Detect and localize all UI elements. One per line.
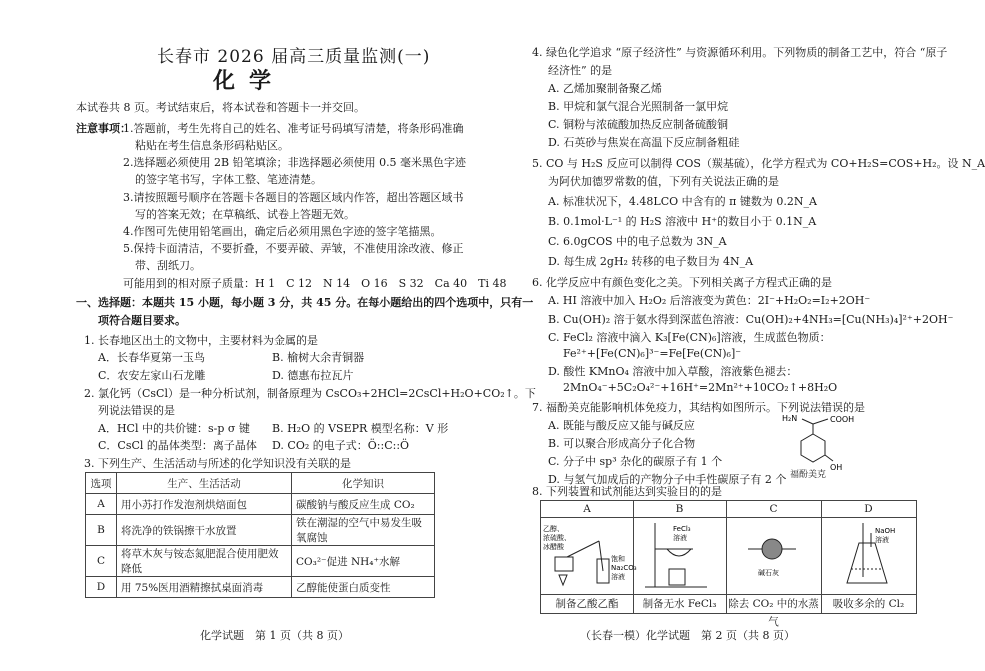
table-row	[86, 577, 435, 598]
evaporation-apparatus-icon	[633, 519, 726, 595]
benzene-ring-icon	[801, 434, 825, 462]
q4-option-c: C. 铜粉与浓硫酸加热反应制备硫酸铜	[548, 118, 729, 131]
q5-option-a: A. 标准状况下，4.48LCO 中含有的 π 键数为 0.2N_A	[548, 195, 817, 208]
q1-option-b: B. 榆树大余青铜器	[272, 351, 365, 364]
q6-option-d: D. 酸性 KMnO₄ 溶液中加入草酸，溶液紫色褪去：	[548, 365, 798, 378]
question-1: 1. 长春地区出土的文物中，主要材料为金属的是	[84, 334, 318, 347]
question-6: 6. 化学反应中有颜色变化之美。下列相关离子方程式正确的是	[532, 276, 832, 289]
q6-option-b: B. Cu(OH)₂ 溶于氨水得到深蓝色溶液：Cu(OH)₂+4NH₃=[Cu(NH₃)₄]²⁺+2OH⁻	[548, 313, 954, 326]
reagent-label: 浓硫酸、	[543, 534, 571, 542]
table-cell: 用 75%医用酒精擦拭桌面消毒	[117, 577, 292, 598]
table-cell: B	[86, 515, 117, 546]
atomic-mass: 可能用到的相对原子质量：H 1 C 12 N 14 O 16 S 32 Ca 40 Ti 48	[123, 277, 507, 290]
table-row	[86, 494, 435, 515]
table-row	[86, 515, 435, 546]
column-caption: 制备乙酸乙酯	[541, 594, 633, 613]
note-line: 2.选择题必须使用 2B 铅笔填涂；非选择题必须使用 0.5 毫米黑色字迹	[123, 156, 467, 169]
burner-icon	[669, 569, 685, 585]
table-cell: A	[86, 494, 117, 515]
evaporating-dish-icon	[667, 549, 691, 556]
table-header-row	[86, 473, 435, 494]
q4-option-b: B. 甲烷和氯气混合光照制备一氯甲烷	[548, 100, 729, 113]
table-header: 选项	[86, 473, 117, 494]
column-caption: 吸收多余的 Cl₂	[821, 594, 916, 613]
apparatus-col-d	[821, 501, 916, 613]
q4-option-d: D. 石英砂与焦炭在高温下反应制备粗硅	[548, 136, 740, 149]
q7-option-b: B. 可以聚合形成高分子化合物	[548, 437, 696, 450]
delivery-tube-icon	[567, 541, 599, 557]
section-heading-cont: 项符合题目要求。	[98, 314, 186, 327]
table-cell: 乙醇能使蛋白质变性	[292, 577, 435, 598]
q5-option-c: C. 6.0gCOS 中的电子总数为 3N_A	[548, 235, 727, 248]
q6-option-d-eq: 2MnO₄⁻+5C₂O₄²⁻+16H⁺=2Mn²⁺+10CO₂↑+8H₂O	[563, 381, 838, 394]
q4-option-a: A. 乙烯加聚制备聚乙烯	[548, 82, 662, 95]
column-header: B	[633, 501, 726, 518]
note-line: 粘贴在考生信息条形码粘贴区。	[135, 139, 289, 152]
column-header: D	[821, 501, 916, 518]
acid-label: COOH	[830, 415, 855, 424]
bond-line	[802, 419, 813, 424]
note-line: 的签字笔书写，字体工整、笔迹清楚。	[135, 173, 322, 186]
intro-text: 本试卷共 8 页。考试结束后，将本试卷和答题卡一并交回。	[76, 101, 365, 114]
q6-option-a: A. HI 溶液中加入 H₂O₂ 后溶液变为黄色：2I⁻+H₂O₂=I₂+2OH⁻	[548, 294, 871, 307]
q2-option-b: B. H₂O 的 VSEPR 模型名称：V 形	[272, 422, 449, 435]
bond-line	[813, 419, 828, 424]
q5-option-b: B. 0.1mol·L⁻¹ 的 H₂S 溶液中 H⁺的数目小于 0.1N_A	[548, 215, 817, 228]
section-heading: 一、选择题：本题共 15 小题，每小题 3 分，共 45 分。在每小题给出的四个选项中，只有一	[76, 296, 534, 309]
table-row	[86, 546, 435, 577]
q6-option-c-eq: Fe²⁺+[Fe(CN)₆]³⁻=Fe[Fe(CN)₆]⁻	[563, 347, 742, 360]
q2-option-a: A．HCl 中的共价键：s-p σ 键	[98, 422, 250, 435]
notes-label: 注意事项：	[76, 122, 131, 135]
table-cell: D	[86, 577, 117, 598]
note-line: 5.保持卡面清洁，不要折叠，不要弄破、弄皱，不准使用涂改液、修正	[123, 242, 464, 255]
reagent-label: NaOH	[875, 527, 896, 535]
q3-table	[85, 472, 435, 598]
table-cell: CO₃²⁻促进 NH₄⁺水解	[292, 546, 435, 577]
question-2: 2. 氯化钙（CsCl）是一种分析试剂，制备原理为 CsCO₃+2HCl=2CsCl+H₂O+CO₂↑。下	[84, 387, 536, 400]
question-5: 5. CO 与 H₂S 反应可以制得 COS（羰基硫），化学方程式为 CO+H₂S=COS+H₂。设 N_A	[532, 157, 985, 170]
page-footer: （长春一模）化学试题 第 2 页（共 8 页）	[580, 629, 795, 642]
conical-flask-icon	[847, 543, 887, 583]
reagent-label: 溶液	[673, 534, 687, 542]
q8-apparatus-table	[540, 500, 917, 628]
drying-bulb-icon	[762, 539, 782, 559]
gas-absorption-apparatus-icon	[821, 519, 916, 595]
question-8: 8. 下列装置和试剂能达到实验目的的是	[532, 485, 722, 498]
apparatus-col-c	[726, 501, 822, 628]
table-cell: 用小苏打作发泡剂烘焙面包	[117, 494, 292, 515]
table-cell: 将草木灰与铵态氮肥混合使用肥效降低	[117, 546, 292, 577]
reagent-label: Na₂CO₃	[611, 564, 637, 572]
esterification-apparatus-icon	[541, 519, 637, 595]
table-header: 化学知识	[292, 473, 435, 494]
note-line: 带、刮纸刀。	[135, 259, 201, 272]
table-cell: 铁在潮湿的空气中易发生吸氧腐蚀	[292, 515, 435, 546]
column-header: C	[726, 501, 821, 518]
q5-option-d: D. 每生成 2gH₂ 转移的电子数目为 4N_A	[548, 255, 754, 268]
table-header: 生产、生活活动	[117, 473, 292, 494]
question-2-cont: 列说法错误的是	[98, 404, 175, 417]
delivery-tube-icon	[599, 541, 603, 571]
reagent-label: FeCl₃	[673, 525, 691, 533]
note-line: 4.作图可先使用铅笔画出，确定后必须用黑色字迹的签字笔描黑。	[123, 225, 442, 238]
q6-option-c: C. FeCl₂ 溶液中滴入 K₃[Fe(CN)₆]溶液，生成蓝色物质：	[548, 331, 831, 344]
question-4-cont: 经济性” 的是	[548, 64, 613, 77]
question-3: 3. 下列生产、生活活动与所述的化学知识没有关联的是	[84, 457, 351, 470]
table-cell: 碳酸钠与酸反应生成 CO₂	[292, 494, 435, 515]
amine-label: H₂N	[782, 414, 798, 423]
structure-name: 福酚美克	[790, 470, 827, 480]
table-cell: C	[86, 546, 117, 577]
reagent-label: 冰醋酸	[543, 543, 564, 551]
q7-option-d: D. 与氢气加成后的产物分子中手性碳原子有 2 个	[548, 473, 787, 486]
burner-icon	[559, 575, 567, 585]
question-7: 7. 福酚美克能影响机体免疫力，其结构如图所示。下列说法错误的是	[532, 401, 865, 414]
exam-title: 长春市 2026 届高三质量监测(一)	[157, 47, 431, 67]
q1-option-c: C．农安左家山石龙雕	[98, 369, 206, 382]
reagent-label: 饱和	[611, 555, 625, 563]
apparatus-col-a	[541, 501, 637, 613]
question-4: 4. 绿色化学追求 “原子经济性” 与资源循环利用。下列物质的制备工艺中，符合 “原子	[532, 46, 948, 59]
note-line: 写的答案无效；在草稿纸、试卷上答题无效。	[135, 208, 355, 221]
q1-option-a: A．长春华夏第一玉鸟	[98, 351, 205, 364]
question-5-cont: 为阿伏加德罗常数的值，下列有关说法正确的是	[548, 175, 779, 188]
q1-option-d: D. 德惠布拉瓦片	[272, 369, 354, 382]
q2-option-c: C．CsCl 的晶体类型：离子晶体	[98, 439, 257, 452]
q7-option-c: C. 分子中 sp³ 杂化的碳原子有 1 个	[548, 455, 723, 468]
reagent-label: 乙醇、	[543, 525, 564, 533]
bond-line	[825, 455, 833, 461]
reagent-label: 溶液	[875, 536, 889, 544]
q7-option-a: A. 既能与酸反应又能与碱反应	[548, 419, 695, 432]
column-caption: 除去 CO₂ 中的水蒸气	[726, 594, 821, 613]
hydroxyl-label: OH	[830, 463, 843, 472]
reagent-label: 溶液	[611, 573, 625, 581]
column-caption: 制备无水 FeCl₃	[633, 594, 726, 613]
drying-tube-apparatus-icon	[726, 519, 821, 595]
note-line: 1.答题前，考生先将自己的姓名、准考证号码填写清楚，将条形码准确	[123, 122, 464, 135]
apparatus-col-b	[633, 501, 727, 613]
test-tube-icon	[555, 557, 573, 571]
table-cell: 将洗净的铁锅擦干水放置	[117, 515, 292, 546]
note-line: 3.请按照题号顺序在答题卡各题目的答题区域内作答，超出答题区域书	[123, 191, 464, 204]
q2-option-d: D. CO₂ 的电子式：Ö::C::Ö	[272, 439, 410, 452]
subject-title: 化学	[213, 68, 286, 94]
reagent-label: 碱石灰	[758, 569, 779, 577]
page-footer: 化学试题 第 1 页（共 8 页）	[200, 629, 349, 642]
column-header: A	[541, 501, 633, 518]
